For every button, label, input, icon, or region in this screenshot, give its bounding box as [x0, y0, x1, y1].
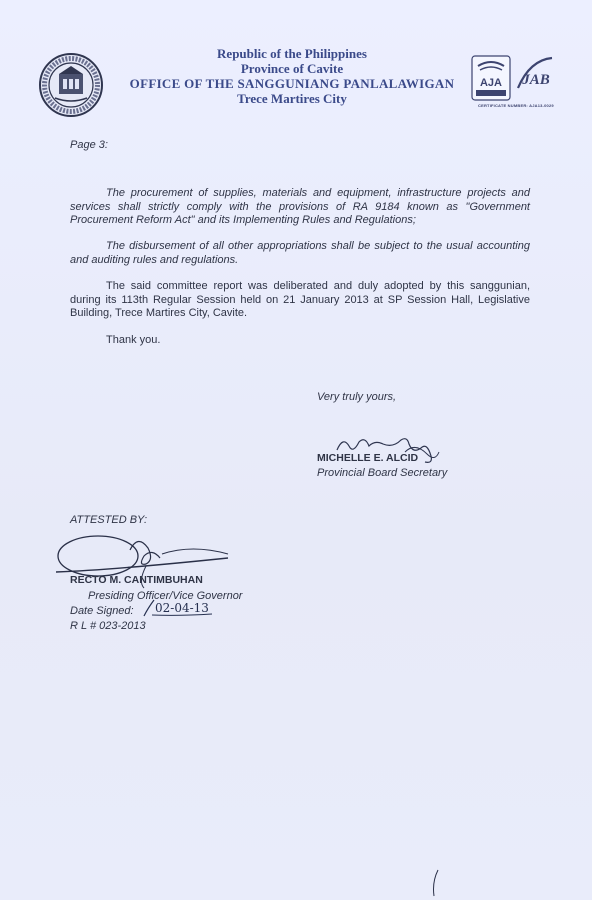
vice-governor-name: RECTO M. CANTIMBUHAN: [70, 574, 203, 586]
rl-number: R L # 023-2013: [70, 620, 146, 632]
header-province: Province of Cavite: [240, 61, 344, 76]
certificate-number: CERTIFICATE NUMBER: AJA13-0029: [478, 103, 554, 108]
paragraph-procurement: [70, 187, 530, 228]
jab-logo-text: JAB: [522, 72, 550, 88]
secretary-title: Provincial Board Secretary: [317, 467, 448, 479]
pen-mark-icon: [430, 868, 440, 898]
paragraph-disbursement: [70, 240, 530, 267]
provincial-seal-icon: [38, 52, 104, 118]
paragraph-disbursement-text: The disbursement of all other appropriations shall be subject to the usual accounting and auditing rules and regulations.: [70, 240, 530, 266]
date-signed-underline-icon: [140, 598, 220, 618]
date-signed-value: 02-04-13: [155, 601, 209, 615]
aja-logo-text: AJA: [479, 77, 503, 89]
vice-governor-title: Presiding Officer/Vice Governor: [88, 590, 243, 602]
paragraph-adoption-text: The said committee report was deliberated and duly adopted by this sanggunian, during its 113th Regular Session held on 21 January 2013 at SP Session Hall, Legislative Building, Trece Martires City, Cavite.: [70, 280, 530, 320]
paragraph-adoption: [70, 280, 530, 321]
closing-salutation: Very truly yours,: [317, 391, 397, 403]
page-number: Page 3:: [70, 139, 108, 151]
header-city: Trece Martires City: [237, 91, 347, 106]
header-country: Republic of the Philippines: [217, 46, 367, 61]
date-signed-label: Date Signed:: [70, 605, 134, 617]
secretary-name: MICHELLE E. ALCID: [317, 452, 419, 464]
letterhead: [112, 46, 472, 106]
paragraph-procurement-text: The procurement of supplies, materials and equipment, infrastructure projects and services shall strictly comply with the provisions of RA 9184 known as "Government Procurement Reform Act" and its Implementing Rules and Regulations;: [70, 187, 530, 227]
header-office: OFFICE OF THE SANGGUNIANG PANLALAWIGAN: [129, 76, 455, 91]
attested-by-label: ATTESTED BY:: [70, 514, 148, 526]
thank-you: Thank you.: [106, 334, 161, 346]
